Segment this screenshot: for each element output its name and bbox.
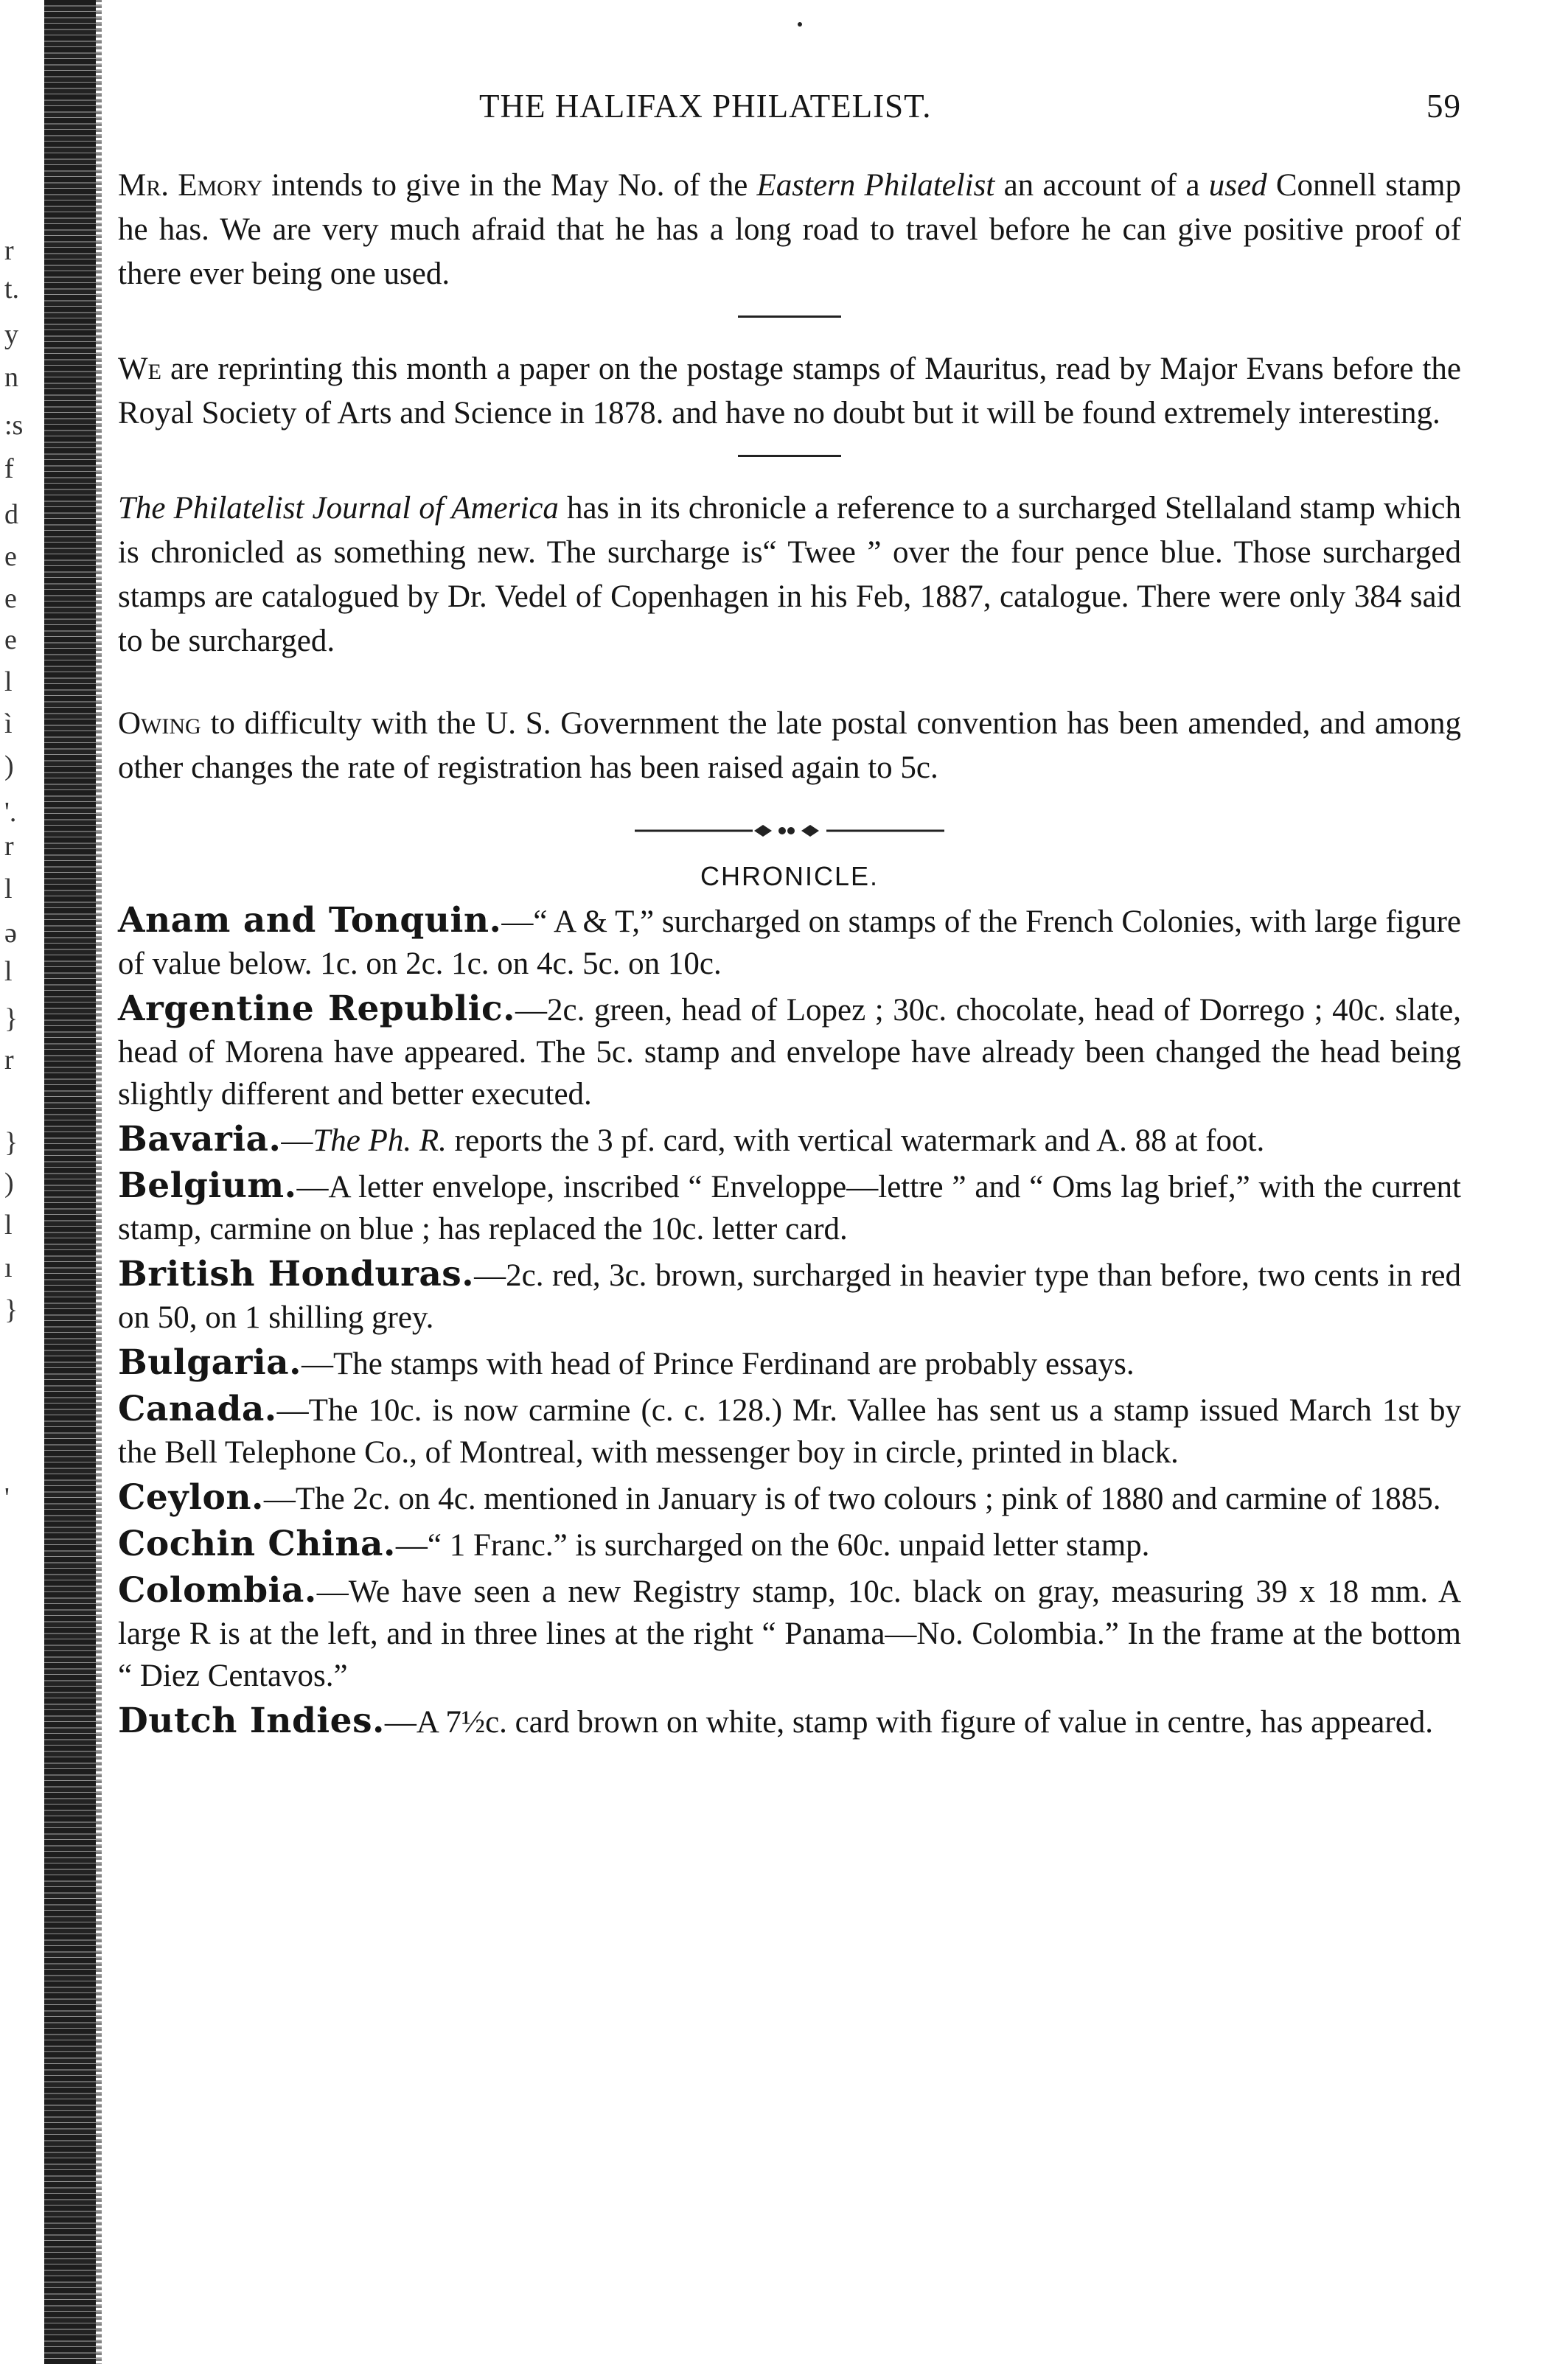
margin-char: t. <box>4 273 20 304</box>
chronicle-entry <box>118 1165 1461 1250</box>
chronicle-entry <box>118 1523 1461 1566</box>
country-name: Anam and Tonquin. <box>118 900 502 941</box>
country-name: Canada. <box>118 1389 277 1429</box>
section-gap <box>118 663 1461 702</box>
margin-char: } <box>4 1003 18 1034</box>
chronicle-entry <box>118 1342 1461 1385</box>
margin-char: ) <box>4 1168 14 1199</box>
margin-char: l <box>4 874 13 904</box>
text-run: an account of a <box>994 168 1209 203</box>
margin-char: ǝ <box>4 918 17 949</box>
margin-char: y <box>4 319 18 350</box>
chronicle-entry <box>118 899 1461 985</box>
page <box>118 87 1461 1743</box>
country-name: British Honduras. <box>118 1254 475 1294</box>
margin-char: n <box>4 362 18 393</box>
margin-char: l <box>4 666 13 697</box>
ink-speck <box>798 22 802 27</box>
country-name: Ceylon. <box>118 1477 264 1518</box>
emphasis: used <box>1208 168 1267 203</box>
country-name: Bulgaria. <box>118 1342 302 1383</box>
page-number: 59 <box>1426 88 1461 125</box>
margin-char: :s <box>4 410 24 441</box>
chronicle-entry <box>118 1700 1461 1743</box>
text-run: Connell stamp he has. We are very much afraid that he has a long road to travel before he can give positive proof of there ever being one used. <box>118 168 1461 291</box>
binding-shadow <box>44 0 96 2364</box>
margin-char: e <box>4 624 17 655</box>
entry-text: —2c. green, head of Lopez ; 30c. chocolate, head of Dorrego ; 40c. slate, head of Morena have appeared. The 5c. stamp and envelope have already been changed the head being slightly different and better executed. <box>118 993 1461 1112</box>
margin-char: '. <box>4 797 17 828</box>
chronicle-entry <box>118 1118 1461 1162</box>
margin-char: e <box>4 583 17 614</box>
country-name: Belgium. <box>118 1165 297 1206</box>
chronicle-entry <box>118 1388 1461 1474</box>
publication-title: The Ph. R. <box>313 1123 447 1158</box>
margin-char: r <box>4 235 14 266</box>
margin-char: e <box>4 541 17 572</box>
paragraph-emory <box>118 164 1461 296</box>
margin-char: } <box>4 1294 18 1325</box>
text-run: has in its chronicle a reference to a surcharged Stellaland stamp which is chronicled as something new. The surcharge is“ Twee ” over the four pence blue. Those surcharged stamps are catalogued by Dr. Vedel of Copenhagen in his Feb, 1887, catalogue. There were only 384 said to be surcharged. <box>118 491 1462 658</box>
entry-text: —2c. red, 3c. brown, surcharged in heavier type than before, two cents in red on 50, on 1 shilling grey. <box>118 1258 1461 1335</box>
entry-text: —The stamps with head of Prince Ferdinand are probably essays. <box>302 1347 1135 1381</box>
entry-text: —The 10c. is now carmine (c. c. 128.) Mr. Vallee has sent us a stamp issued March 1st by the Bell Telephone Co., of Montreal, with messenger boy in circle, printed in black. <box>118 1393 1461 1470</box>
lead-words: Mr. Emory <box>118 168 262 203</box>
margin-char: l <box>4 956 13 987</box>
margin-char: d <box>4 499 18 530</box>
entry-text: —The 2c. on 4c. mentioned in January is of two colours ; pink of 1880 and carmine of 1885. <box>263 1482 1441 1516</box>
country-name: Colombia. <box>118 1570 317 1611</box>
text-run: to difficulty with the U. S. Government the late postal convention has been amended, and among other changes the rate of registration has been raised again to 5c. <box>118 706 1461 785</box>
ornament-divider-icon <box>635 820 944 842</box>
publication-title: The Philatelist Journal of America <box>118 491 559 526</box>
entry-text: —We have seen a new Registry stamp, 10c. black on gray, measuring 39 x 18 mm. A large R is at the left, and in three lines at the right “ Panama—No. Colombia.” In the frame at the bottom “ Diez Centavos.” <box>118 1575 1461 1693</box>
paragraph-postal-convention <box>118 702 1461 790</box>
margin-char: r <box>4 1045 14 1075</box>
journal-title: THE HALIFAX PHILATELIST. <box>479 88 932 125</box>
section-rule <box>738 315 841 318</box>
margin-char: ì <box>4 708 13 739</box>
entry-text: —“ A & T,” surcharged on stamps of the French Colonies, with large figure of value below. 1c. on 2c. 1c. on 4c. 5c. on 10c. <box>118 904 1461 981</box>
text-run: are reprinting this month a paper on the postage stamps of Mauritus, read by Major Evans before the Royal Society of Arts and Science in 1878. and have no doubt but it will be found extremely interesting. <box>118 352 1461 430</box>
paragraph-stellaland <box>118 487 1461 663</box>
chronicle-entry <box>118 1569 1461 1697</box>
chronicle-entry <box>118 1253 1461 1339</box>
lead-words: We <box>118 352 161 386</box>
margin-char: l <box>4 1210 13 1241</box>
entry-text: —A letter envelope, inscribed “ Enveloppe—lettre ” and “ Oms lag brief,” with the current stamp, carmine on blue ; has replaced the 10c. letter card. <box>118 1170 1461 1246</box>
entry-text: —A 7½c. card brown on white, stamp with figure of value in centre, has appeared. <box>384 1705 1434 1740</box>
text-run: intends to give in the May No. of the <box>262 168 757 203</box>
chronicle-heading: CHRONICLE. <box>700 861 879 891</box>
country-name: Cochin China. <box>118 1524 396 1564</box>
lead-words: Owing <box>118 706 201 741</box>
entry-text: reports the 3 pf. card, with vertical watermark and A. 88 at foot. <box>446 1123 1265 1158</box>
margin-char: f <box>4 453 14 484</box>
entry-text: — <box>281 1123 313 1158</box>
chronicle-entry <box>118 988 1461 1115</box>
country-name: Dutch Indies. <box>118 1701 385 1741</box>
margin-char: } <box>4 1127 18 1158</box>
margin-char: ' <box>4 1482 10 1513</box>
country-name: Argentine Republic. <box>118 989 516 1029</box>
margin-char: ) <box>4 750 14 781</box>
section-rule <box>738 455 841 457</box>
margin-char: r <box>4 831 14 862</box>
paragraph-mauritus <box>118 347 1461 436</box>
chronicle-entry <box>118 1476 1461 1520</box>
entry-text: —“ 1 Franc.” is surcharged on the 60c. unpaid letter stamp. <box>395 1528 1150 1563</box>
margin-char: ı <box>4 1252 13 1283</box>
publication-title: Eastern Philatelist <box>756 168 995 203</box>
left-margin-fragments <box>0 0 29 2364</box>
running-header <box>118 87 1461 125</box>
country-name: Bavaria. <box>118 1119 282 1160</box>
